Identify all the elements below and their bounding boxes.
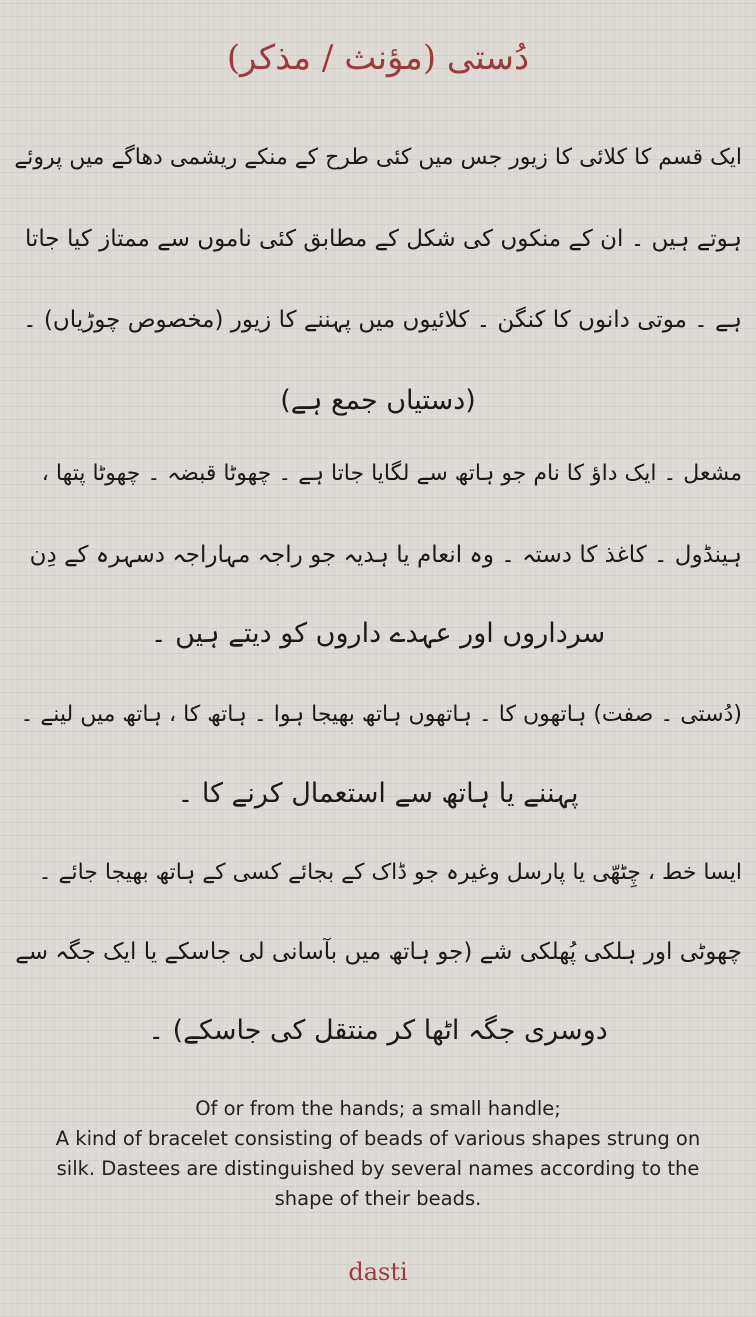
entry-title: دُستی (مؤنث / مذکر) bbox=[226, 38, 530, 78]
urdu-definition-line-12: دوسری جگہ اٹھا کر منتقل کی جاسکے) ۔ bbox=[148, 1015, 608, 1046]
english-line-3: silk. Dastees are distinguished by several names according to the bbox=[56, 1157, 700, 1180]
urdu-definition-line-2: ہوتے ہیں ۔ ان کے منکوں کی شکل کے مطابق کئی ناموں سے ممتاز کیا جاتا bbox=[25, 226, 742, 252]
urdu-definition-line-7: سرداروں اور عہدے داروں کو دیتے ہیں ۔ bbox=[150, 618, 606, 649]
urdu-definition-line-6: ہینڈول ۔ کاغذ کا دستہ ۔ وہ انعام یا ہدیہ جو راجہ مہاراجہ دسہرہ کے دِن bbox=[29, 542, 742, 568]
urdu-definition-line-10: ایسا خط ، چِٹھّی یا پارسل وغیرہ جو ڈاک کے بجائے کسی کے ہاتھ بھیجا جائے ۔ bbox=[38, 860, 742, 885]
urdu-definition-line-9: پہننے یا ہاتھ سے استعمال کرنے کا ۔ bbox=[177, 778, 579, 809]
romanized-word: dasti bbox=[348, 1258, 408, 1286]
urdu-definition-line-4: (دستیاں جمع ہے) bbox=[280, 385, 476, 416]
english-line-1: Of or from the hands; a small handle; bbox=[195, 1097, 561, 1120]
english-definition bbox=[12, 1094, 744, 1214]
urdu-definition-line-8: (دُستی ۔ صفت) ہاتھوں کا ۔ ہاتھوں ہاتھ بھیجا ہوا ۔ ہاتھ کا ، ہاتھ میں لینے ۔ bbox=[20, 702, 742, 727]
urdu-definition-line-11: چھوٹی اور ہلکی پُھلکی شے (جو ہاتھ میں بآسانی لی جاسکے یا ایک جگہ سے bbox=[15, 939, 742, 965]
english-line-4: shape of their beads. bbox=[274, 1187, 482, 1210]
english-line-2: A kind of bracelet consisting of beads of various shapes strung on bbox=[55, 1127, 701, 1150]
urdu-definition-line-3: ہے ۔ موتی دانوں کا کنگن ۔ کلائیوں میں پہننے کا زیور (مخصوص چوڑیاں) ۔ bbox=[23, 307, 742, 333]
urdu-definition-line-1: ایک قسم کا کلائی کا زیور جس میں کئی طرح کے منکے ریشمی دھاگے میں پروئے bbox=[14, 145, 742, 170]
urdu-definition-line-5: مشعل ۔ ایک داؤ کا نام جو ہاتھ سے لگایا جاتا ہے ۔ چھوٹا قبضہ ۔ چھوٹا پتھا ، bbox=[41, 461, 742, 486]
